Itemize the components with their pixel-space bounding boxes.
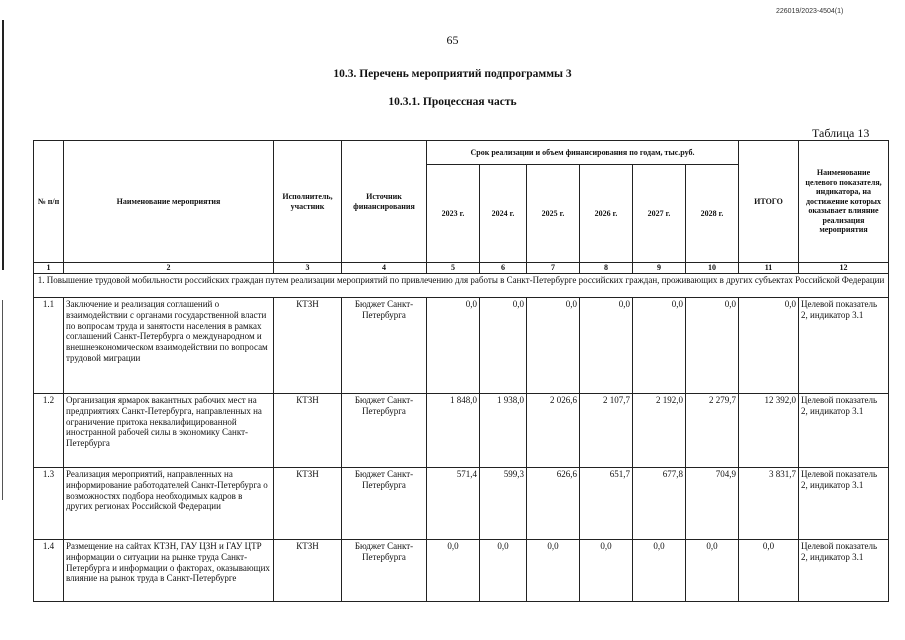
row-executor: КТЗН — [274, 394, 342, 468]
row-y2023: 1 848,0 — [427, 394, 480, 468]
row-y2028: 704,9 — [686, 468, 739, 540]
row-y2028: 2 279,7 — [686, 394, 739, 468]
row-num: 1.3 — [34, 468, 64, 540]
row-y2025: 2 026,6 — [527, 394, 580, 468]
row-source: Бюджет Санкт-Петербурга — [342, 394, 427, 468]
row-total: 0,0 — [739, 540, 799, 602]
column-number: 5 — [427, 263, 480, 274]
row-y2023: 0,0 — [427, 298, 480, 394]
column-number: 6 — [480, 263, 527, 274]
header-year-2025: 2025 г. — [527, 165, 580, 263]
row-y2027: 677,8 — [633, 468, 686, 540]
row-indicator: Целевой показатель 2, индикатор 3.1 — [799, 540, 889, 602]
column-number-row — [34, 263, 889, 274]
column-number: 8 — [580, 263, 633, 274]
row-y2024: 1 938,0 — [480, 394, 527, 468]
row-indicator: Целевой показатель 2, индикатор 3.1 — [799, 394, 889, 468]
row-executor: КТЗН — [274, 540, 342, 602]
header-num: № п/п — [34, 141, 64, 263]
row-total: 3 831,7 — [739, 468, 799, 540]
activities-table — [33, 140, 889, 602]
column-number: 11 — [739, 263, 799, 274]
section-heading: 10.3. Перечень мероприятий подпрограммы 3 — [333, 68, 572, 80]
column-number: 9 — [633, 263, 686, 274]
row-name: Заключение и реализация соглашений о взаимодействии с органами государственной власти по вопросам труда и занятости населения в рамках соглашений Санкт-Петербурга о международном и внешнеэкономическом взаимодействии по вопросам трудовой миграции — [64, 298, 274, 394]
header-source: Источник финансирования — [342, 141, 427, 263]
page-number: 65 — [446, 33, 459, 47]
header-year-2023: 2023 г. — [427, 165, 480, 263]
table-row — [34, 298, 889, 394]
row-indicator: Целевой показатель 2, индикатор 3.1 — [799, 298, 889, 394]
row-source: Бюджет Санкт-Петербурга — [342, 540, 427, 602]
row-y2024: 0,0 — [480, 540, 527, 602]
column-number: 2 — [64, 263, 274, 274]
row-name: Организация ярмарок вакантных рабочих мест на предприятиях Санкт-Петербурга, направленных на ограничение притока неквалифицированной иностранной рабочей силы в экономику Санкт-Петербурга — [64, 394, 274, 468]
header-year-2027: 2027 г. — [633, 165, 686, 263]
column-number: 4 — [342, 263, 427, 274]
row-name: Размещение на сайтах КТЗН, ГАУ ЦЗН и ГАУ ЦТР информации о ситуации на рынке труда Санкт-Петербурга и информации о факторах, оказывающих влияние на рынок труда в Санкт-Петербурге — [64, 540, 274, 602]
row-y2028: 0,0 — [686, 540, 739, 602]
subsection-heading: 10.3.1. Процессная часть — [388, 96, 517, 108]
row-y2024: 0,0 — [480, 298, 527, 394]
header-name: Наименование мероприятия — [64, 141, 274, 263]
row-y2028: 0,0 — [686, 298, 739, 394]
row-y2027: 0,0 — [633, 298, 686, 394]
scan-edge-mark — [2, 20, 4, 270]
row-total: 0,0 — [739, 298, 799, 394]
row-source: Бюджет Санкт-Петербурга — [342, 468, 427, 540]
row-y2023: 0,0 — [427, 540, 480, 602]
row-num: 1.4 — [34, 540, 64, 602]
header-executor: Исполнитель, участник — [274, 141, 342, 263]
row-y2024: 599,3 — [480, 468, 527, 540]
table-label: Таблица 13 — [812, 126, 870, 140]
section-row — [34, 274, 889, 298]
row-indicator: Целевой показатель 2, индикатор 3.1 — [799, 468, 889, 540]
row-executor: КТЗН — [274, 298, 342, 394]
row-num: 1.1 — [34, 298, 64, 394]
row-y2026: 0,0 — [580, 298, 633, 394]
table-row — [34, 468, 889, 540]
header-year-2026: 2026 г. — [580, 165, 633, 263]
column-number: 1 — [34, 263, 64, 274]
row-y2026: 651,7 — [580, 468, 633, 540]
header-indicator: Наименование целевого показателя, индикатора, на достижение которых оказывает влияние реализация мероприятия — [799, 141, 889, 263]
row-name: Реализация мероприятий, направленных на информирование работодателей Санкт-Петербурга о возможностях подбора необходимых кадров в других регионах Российской Федерации — [64, 468, 274, 540]
table-row — [34, 394, 889, 468]
header-year-2024: 2024 г. — [480, 165, 527, 263]
header-total: ИТОГО — [739, 141, 799, 263]
column-number: 10 — [686, 263, 739, 274]
row-y2026: 2 107,7 — [580, 394, 633, 468]
document-id: 226019/2023-4504(1) — [776, 8, 844, 15]
header-funding-group: Срок реализации и объем финансирования по годам, тыс.руб. — [427, 141, 739, 165]
scan-edge-mark-lower — [2, 300, 3, 500]
row-total: 12 392,0 — [739, 394, 799, 468]
column-number: 12 — [799, 263, 889, 274]
row-y2026: 0,0 — [580, 540, 633, 602]
row-executor: КТЗН — [274, 468, 342, 540]
section-title: 1. Повышение трудовой мобильности российских граждан путем реализации мероприятий по привлечению для работы в Санкт-Петербурге российских граждан, проживающих в других субъектах Российской Федерации — [34, 274, 889, 298]
row-y2025: 626,6 — [527, 468, 580, 540]
column-number: 7 — [527, 263, 580, 274]
row-y2025: 0,0 — [527, 298, 580, 394]
row-y2027: 2 192,0 — [633, 394, 686, 468]
column-number: 3 — [274, 263, 342, 274]
row-y2025: 0,0 — [527, 540, 580, 602]
row-source: Бюджет Санкт-Петербурга — [342, 298, 427, 394]
row-y2023: 571,4 — [427, 468, 480, 540]
header-year-2028: 2028 г. — [686, 165, 739, 263]
table-row — [34, 540, 889, 602]
row-y2027: 0,0 — [633, 540, 686, 602]
row-num: 1.2 — [34, 394, 64, 468]
